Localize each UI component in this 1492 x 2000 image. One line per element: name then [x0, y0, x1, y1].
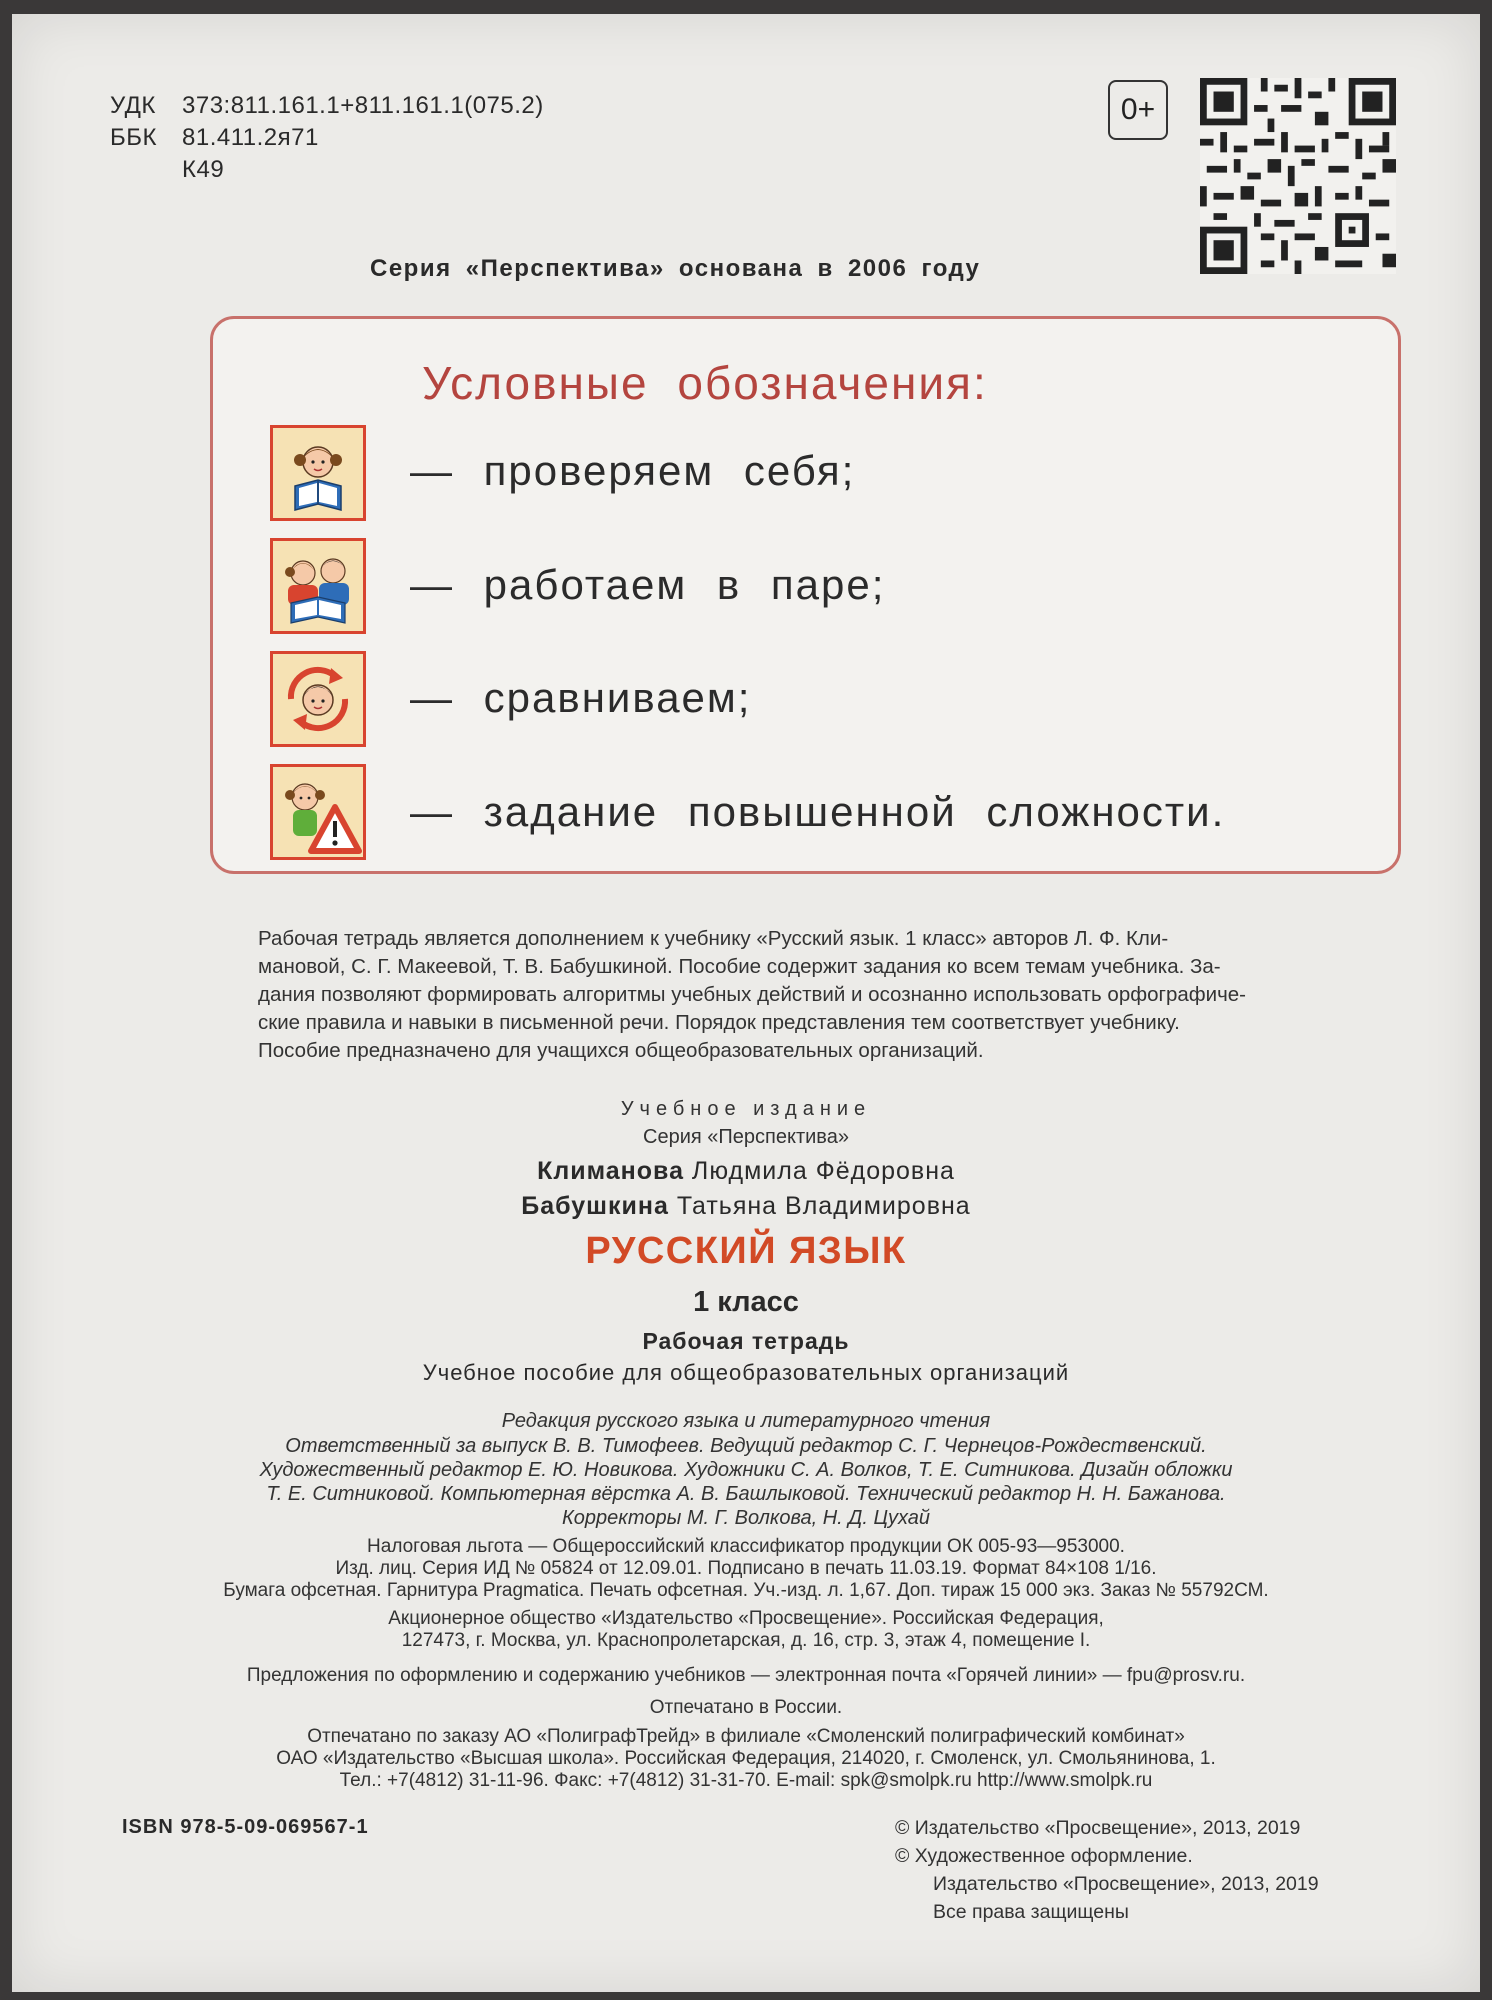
- tax-line: Налоговая льгота — Общероссийский классификатор продукции ОК 005-93—953000.: [367, 1536, 1125, 1557]
- edition-series: Серия «Перспектива»: [643, 1126, 849, 1148]
- pair-reading-icon: [270, 538, 366, 634]
- tax-line: Изд. лиц. Серия ИД № 05824 от 12.09.01. Подписано в печать 11.03.19. Формат 84×108 1/16.: [335, 1558, 1157, 1579]
- bbk-label: ББК: [110, 124, 157, 151]
- description-line: Рабочая тетрадь является дополнением к учебнику «Русский язык. 1 класс» авторов Л. Ф. Кли-: [258, 927, 1169, 950]
- credits-line: Ответственный за выпуск В. В. Тимофеев. Ведущий редактор С. Г. Чернецов-Рождественский.: [285, 1435, 1207, 1457]
- age-rating-badge: 0+: [1108, 80, 1168, 140]
- printer-line: ОАО «Издательство «Высшая школа». Российская Федерация, 214020, г. Смоленск, ул. Смольянинова, 1.: [276, 1748, 1216, 1769]
- author-mark: К49: [182, 156, 225, 183]
- author-2-name: Татьяна Владимировна: [676, 1192, 971, 1220]
- tax-line: Бумага офсетная. Гарнитура Pragmatica. Печать офсетная. Уч.-изд. л. 1,67. Доп. тираж 15 000 экз. Заказ № 55792СМ.: [223, 1580, 1269, 1601]
- description-line: дания позволяют формировать алгоритмы учебных действий и осознанно использовать орфографиче-: [258, 983, 1246, 1006]
- girl-reading-icon: [270, 425, 366, 521]
- copyright-line: Все права защищены: [933, 1901, 1129, 1923]
- qr-code-icon: [1200, 78, 1396, 274]
- warning-girl-icon: [270, 764, 366, 860]
- tax-block: [0, 1536, 1492, 1602]
- copyright-line: Издательство «Просвещение», 2013, 2019: [933, 1873, 1319, 1895]
- credits-block: [0, 1434, 1492, 1530]
- copyright-line: © Художественное оформление.: [895, 1845, 1193, 1867]
- udk-label: УДК: [110, 92, 156, 119]
- udk-value: 373:811.161.1+811.161.1(075.2): [182, 92, 544, 119]
- legend-item-text: — проверяем себя;: [410, 447, 856, 494]
- suggestions-line: Предложения по оформлению и содержанию учебников — электронная почта «Горячей линии» — fpu@prosv.ru.: [246, 1665, 1246, 1686]
- description-line: Пособие предназначено для учащихся общеобразовательных организаций.: [258, 1039, 984, 1062]
- book-title: РУССКИЙ ЯЗЫК: [585, 1230, 907, 1272]
- description-line: ские правила и навыки в письменной речи. Порядок представления тем соответствует учебнику.: [258, 1011, 1180, 1034]
- author-2: [0, 1192, 1492, 1221]
- printer-line: Тел.: +7(4812) 31-11-96. Факс: +7(4812) 31-31-70. E-mail: spk@smolpk.ru http://www.smolpk.ru: [339, 1770, 1153, 1791]
- book-grade: 1 класс: [693, 1286, 799, 1318]
- legend-item-text: — задание повышенной сложности.: [410, 788, 1226, 835]
- book-description: [258, 925, 1396, 1065]
- printer-block: [0, 1726, 1492, 1792]
- compare-cycle-icon: [270, 651, 366, 747]
- legend-item-text: — работаем в паре;: [410, 561, 886, 608]
- publisher-block: [0, 1608, 1492, 1652]
- isbn: ISBN 978-5-09-069567-1: [122, 1816, 369, 1838]
- author-1: [0, 1157, 1492, 1186]
- credits-line: Художественный редактор Е. Ю. Новикова. Художники С. А. Волков, Т. Е. Ситникова. Дизайн обложки: [259, 1459, 1233, 1481]
- credits-line: Корректоры М. Г. Волкова, Н. Д. Цухай: [561, 1507, 931, 1529]
- author-2-surname: Бабушкина: [521, 1192, 669, 1220]
- copyright-block: [895, 1814, 1319, 1926]
- classification-block: [110, 90, 544, 186]
- book-kind: Рабочая тетрадь: [642, 1328, 850, 1354]
- printed-in: Отпечатано в России.: [649, 1697, 843, 1718]
- book-purpose: Учебное пособие для общеобразовательных организаций: [422, 1360, 1070, 1385]
- editorial-office: Редакция русского языка и литературного чтения: [501, 1410, 991, 1432]
- publisher-line: 127473, г. Москва, ул. Краснопролетарская, д. 16, стр. 3, этаж 4, помещение I.: [401, 1630, 1091, 1651]
- series-founded-note: Серия «Перспектива» основана в 2006 году: [370, 255, 981, 282]
- publisher-line: Акционерное общество «Издательство «Просвещение». Российская Федерация,: [388, 1608, 1104, 1629]
- bbk-value: 81.411.2я71: [182, 124, 319, 151]
- author-1-name: Людмила Фёдоровна: [691, 1157, 955, 1185]
- credits-line: Т. Е. Ситниковой. Компьютерная вёрстка А. В. Башлыковой. Технический редактор Н. Н. Бажанова.: [266, 1483, 1226, 1505]
- copyright-line: © Издательство «Просвещение», 2013, 2019: [895, 1817, 1301, 1839]
- description-line: мановой, С. Г. Макеевой, Т. В. Бабушкиной. Пособие содержит задания ко всем темам учебника. За-: [258, 955, 1221, 978]
- edition-type: Учебное издание: [620, 1098, 872, 1120]
- author-1-surname: Климанова: [537, 1157, 684, 1185]
- printer-line: Отпечатано по заказу АО «ПолиграфТрейд» в филиале «Смоленский полиграфический комбинат»: [307, 1726, 1185, 1747]
- legend-title: Условные обозначения:: [422, 357, 988, 409]
- legend-item-text: — сравниваем;: [410, 674, 752, 721]
